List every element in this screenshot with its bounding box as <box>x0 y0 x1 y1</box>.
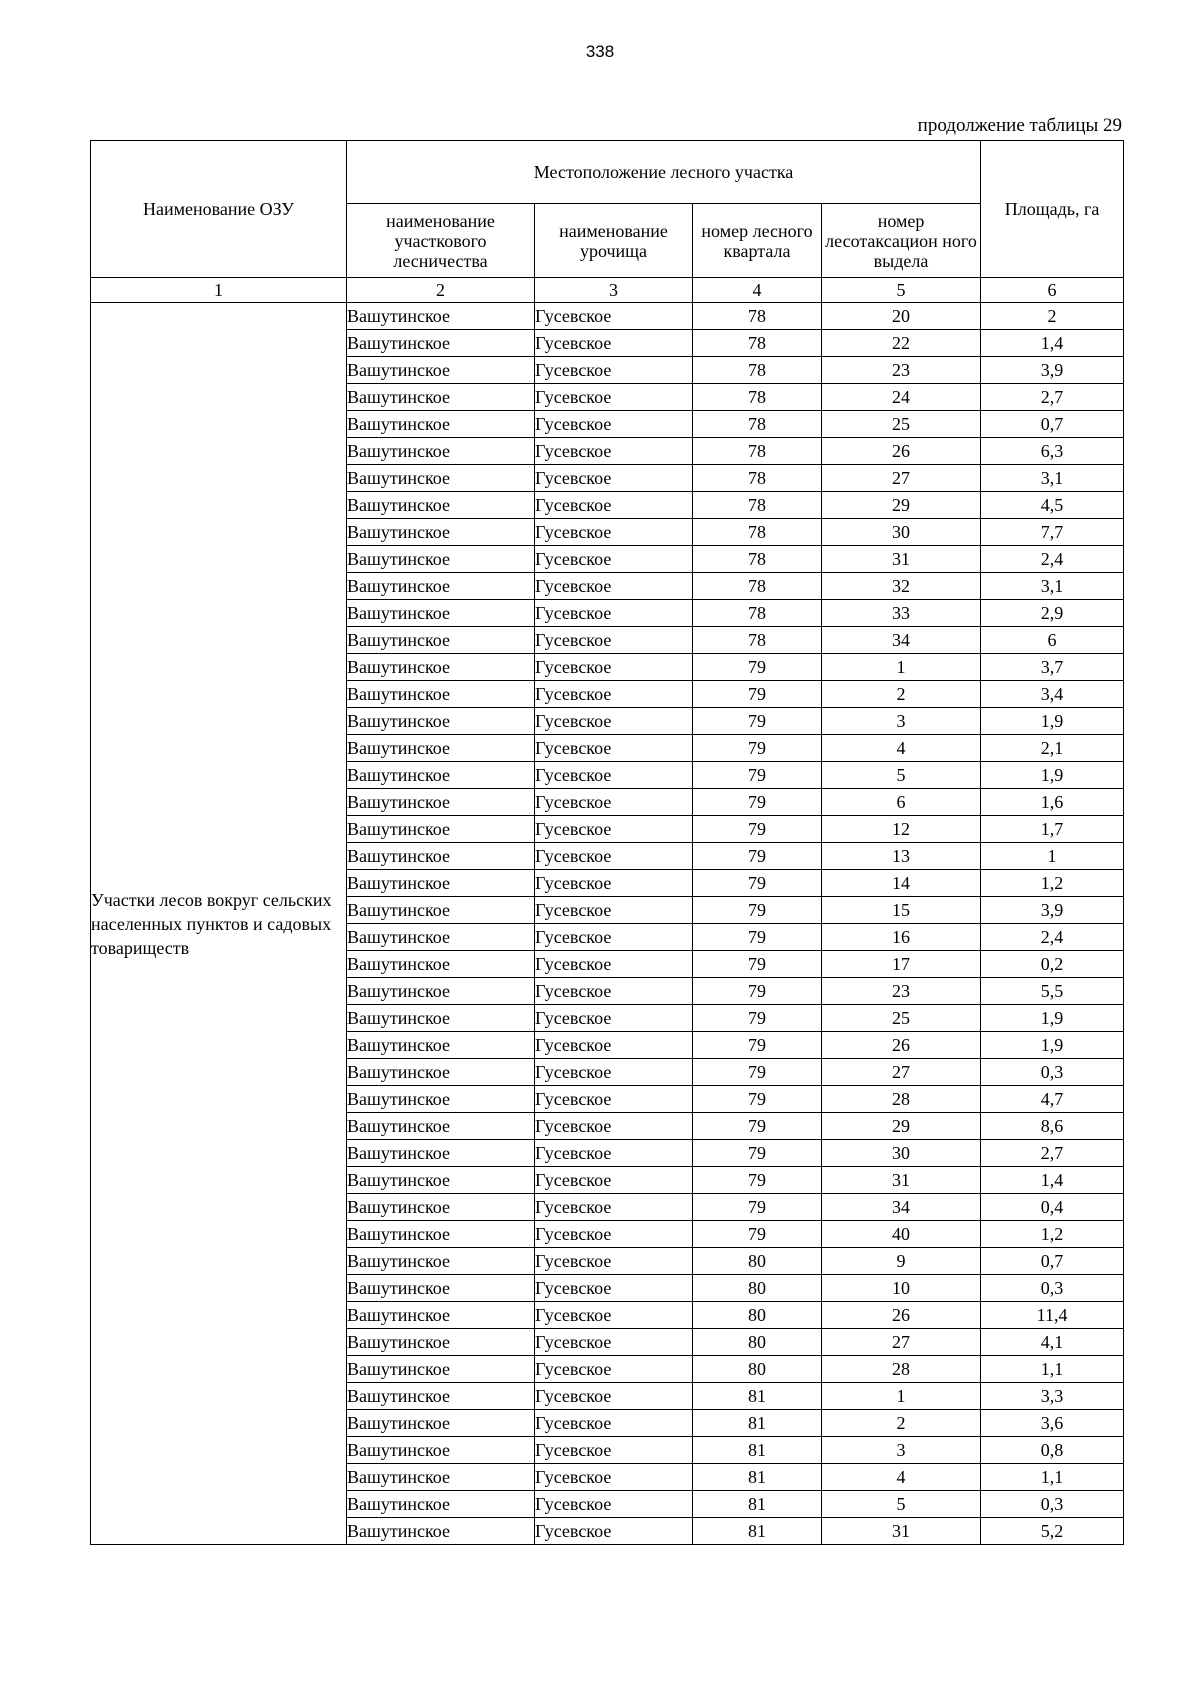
cell-tract: Гусевское <box>535 681 693 708</box>
cell-forestry: Вашутинское <box>347 1383 535 1410</box>
cell-quarter: 78 <box>693 492 822 519</box>
cell-forestry: Вашутинское <box>347 1059 535 1086</box>
cell-area: 0,8 <box>981 1437 1124 1464</box>
cell-tract: Гусевское <box>535 654 693 681</box>
cell-tract: Гусевское <box>535 951 693 978</box>
cell-forestry: Вашутинское <box>347 1140 535 1167</box>
cell-quarter: 79 <box>693 1194 822 1221</box>
cell-quarter: 79 <box>693 816 822 843</box>
cell-quarter: 79 <box>693 1140 822 1167</box>
cell-forestry: Вашутинское <box>347 1302 535 1329</box>
cell-forestry: Вашутинское <box>347 1032 535 1059</box>
cell-allotment: 26 <box>822 1302 981 1329</box>
cell-quarter: 81 <box>693 1491 822 1518</box>
cell-quarter: 79 <box>693 843 822 870</box>
column-number: 3 <box>535 278 693 303</box>
cell-allotment: 28 <box>822 1356 981 1383</box>
cell-forestry: Вашутинское <box>347 411 535 438</box>
cell-forestry: Вашутинское <box>347 1410 535 1437</box>
cell-allotment: 27 <box>822 1329 981 1356</box>
cell-area: 7,7 <box>981 519 1124 546</box>
cell-forestry: Вашутинское <box>347 762 535 789</box>
cell-allotment: 14 <box>822 870 981 897</box>
cell-area: 2,1 <box>981 735 1124 762</box>
cell-forestry: Вашутинское <box>347 1248 535 1275</box>
cell-area: 1,2 <box>981 870 1124 897</box>
cell-area: 1,9 <box>981 1032 1124 1059</box>
cell-area: 1,1 <box>981 1356 1124 1383</box>
cell-area: 0,7 <box>981 411 1124 438</box>
cell-forestry: Вашутинское <box>347 1356 535 1383</box>
cell-tract: Гусевское <box>535 1491 693 1518</box>
cell-quarter: 78 <box>693 600 822 627</box>
cell-quarter: 81 <box>693 1437 822 1464</box>
cell-tract: Гусевское <box>535 1302 693 1329</box>
cell-allotment: 5 <box>822 762 981 789</box>
cell-forestry: Вашутинское <box>347 546 535 573</box>
header-tract-name: наименование урочища <box>535 204 693 278</box>
cell-area: 0,3 <box>981 1275 1124 1302</box>
cell-quarter: 81 <box>693 1464 822 1491</box>
cell-tract: Гусевское <box>535 357 693 384</box>
cell-tract: Гусевское <box>535 978 693 1005</box>
cell-allotment: 28 <box>822 1086 981 1113</box>
cell-area: 1,1 <box>981 1464 1124 1491</box>
cell-area: 2,9 <box>981 600 1124 627</box>
cell-allotment: 27 <box>822 1059 981 1086</box>
cell-forestry: Вашутинское <box>347 1464 535 1491</box>
cell-area: 1,4 <box>981 330 1124 357</box>
cell-quarter: 79 <box>693 681 822 708</box>
cell-tract: Гусевское <box>535 492 693 519</box>
cell-area: 0,3 <box>981 1059 1124 1086</box>
cell-allotment: 30 <box>822 519 981 546</box>
cell-forestry: Вашутинское <box>347 1113 535 1140</box>
page-number: 338 <box>585 42 615 61</box>
cell-tract: Гусевское <box>535 1059 693 1086</box>
cell-area: 2,4 <box>981 546 1124 573</box>
cell-area: 5,2 <box>981 1518 1124 1545</box>
cell-quarter: 79 <box>693 951 822 978</box>
cell-tract: Гусевское <box>535 1383 693 1410</box>
cell-allotment: 40 <box>822 1221 981 1248</box>
cell-allotment: 1 <box>822 1383 981 1410</box>
cell-tract: Гусевское <box>535 1140 693 1167</box>
cell-quarter: 81 <box>693 1410 822 1437</box>
cell-area: 5,5 <box>981 978 1124 1005</box>
cell-allotment: 3 <box>822 708 981 735</box>
cell-allotment: 29 <box>822 1113 981 1140</box>
cell-forestry: Вашутинское <box>347 735 535 762</box>
cell-allotment: 15 <box>822 897 981 924</box>
cell-allotment: 31 <box>822 1518 981 1545</box>
cell-quarter: 78 <box>693 330 822 357</box>
cell-allotment: 23 <box>822 357 981 384</box>
cell-quarter: 81 <box>693 1518 822 1545</box>
cell-forestry: Вашутинское <box>347 330 535 357</box>
cell-area: 3,9 <box>981 897 1124 924</box>
cell-tract: Гусевское <box>535 546 693 573</box>
cell-quarter: 79 <box>693 1005 822 1032</box>
cell-area: 1 <box>981 843 1124 870</box>
cell-forestry: Вашутинское <box>347 1167 535 1194</box>
cell-tract: Гусевское <box>535 411 693 438</box>
cell-tract: Гусевское <box>535 1086 693 1113</box>
cell-forestry: Вашутинское <box>347 1221 535 1248</box>
table-body <box>91 303 1124 1545</box>
cell-allotment: 25 <box>822 411 981 438</box>
cell-quarter: 79 <box>693 1113 822 1140</box>
cell-tract: Гусевское <box>535 1356 693 1383</box>
cell-forestry: Вашутинское <box>347 978 535 1005</box>
cell-forestry: Вашутинское <box>347 708 535 735</box>
cell-area: 3,4 <box>981 681 1124 708</box>
cell-tract: Гусевское <box>535 1194 693 1221</box>
cell-quarter: 79 <box>693 870 822 897</box>
cell-quarter: 79 <box>693 1221 822 1248</box>
cell-quarter: 80 <box>693 1275 822 1302</box>
cell-quarter: 78 <box>693 627 822 654</box>
cell-area: 0,7 <box>981 1248 1124 1275</box>
cell-forestry: Вашутинское <box>347 924 535 951</box>
cell-allotment: 31 <box>822 546 981 573</box>
cell-area: 3,9 <box>981 357 1124 384</box>
cell-tract: Гусевское <box>535 924 693 951</box>
cell-forestry: Вашутинское <box>347 357 535 384</box>
cell-area: 1,9 <box>981 1005 1124 1032</box>
cell-forestry: Вашутинское <box>347 519 535 546</box>
header-area: Площадь, га <box>981 141 1124 278</box>
cell-allotment: 24 <box>822 384 981 411</box>
cell-allotment: 5 <box>822 1491 981 1518</box>
cell-quarter: 79 <box>693 1167 822 1194</box>
forest-plots-table <box>90 140 1124 1545</box>
cell-allotment: 26 <box>822 438 981 465</box>
cell-forestry: Вашутинское <box>347 816 535 843</box>
table-row <box>91 303 1124 330</box>
cell-area: 1,6 <box>981 789 1124 816</box>
cell-tract: Гусевское <box>535 816 693 843</box>
cell-tract: Гусевское <box>535 1113 693 1140</box>
cell-tract: Гусевское <box>535 1275 693 1302</box>
cell-quarter: 79 <box>693 1086 822 1113</box>
cell-area: 4,5 <box>981 492 1124 519</box>
cell-tract: Гусевское <box>535 573 693 600</box>
cell-allotment: 9 <box>822 1248 981 1275</box>
cell-area: 11,4 <box>981 1302 1124 1329</box>
cell-area: 3,1 <box>981 465 1124 492</box>
cell-area: 3,3 <box>981 1383 1124 1410</box>
cell-forestry: Вашутинское <box>347 951 535 978</box>
cell-tract: Гусевское <box>535 789 693 816</box>
cell-allotment: 2 <box>822 1410 981 1437</box>
header-ozu-name: Наименование ОЗУ <box>91 141 347 278</box>
cell-tract: Гусевское <box>535 438 693 465</box>
cell-forestry: Вашутинское <box>347 627 535 654</box>
cell-quarter: 78 <box>693 519 822 546</box>
cell-area: 1,7 <box>981 816 1124 843</box>
cell-area: 0,3 <box>981 1491 1124 1518</box>
column-number: 4 <box>693 278 822 303</box>
cell-tract: Гусевское <box>535 735 693 762</box>
cell-ozu-category: Участки лесов вокруг сельских населенных пунктов и садовых товариществ <box>91 303 347 1545</box>
column-number: 2 <box>347 278 535 303</box>
cell-quarter: 80 <box>693 1302 822 1329</box>
cell-forestry: Вашутинское <box>347 303 535 330</box>
cell-area: 4,7 <box>981 1086 1124 1113</box>
header-allotment-number: номер лесотаксацион ного выдела <box>822 204 981 278</box>
cell-allotment: 4 <box>822 1464 981 1491</box>
cell-quarter: 79 <box>693 924 822 951</box>
cell-forestry: Вашутинское <box>347 1005 535 1032</box>
cell-forestry: Вашутинское <box>347 1086 535 1113</box>
header-forestry-name: наименование участкового лесничества <box>347 204 535 278</box>
cell-allotment: 34 <box>822 627 981 654</box>
cell-area: 6 <box>981 627 1124 654</box>
cell-tract: Гусевское <box>535 600 693 627</box>
cell-quarter: 79 <box>693 789 822 816</box>
cell-quarter: 79 <box>693 1032 822 1059</box>
cell-tract: Гусевское <box>535 330 693 357</box>
cell-allotment: 12 <box>822 816 981 843</box>
cell-allotment: 6 <box>822 789 981 816</box>
cell-quarter: 79 <box>693 762 822 789</box>
table-caption: продолжение таблицы 29 <box>917 115 1122 136</box>
cell-allotment: 16 <box>822 924 981 951</box>
cell-tract: Гусевское <box>535 897 693 924</box>
cell-area: 1,9 <box>981 708 1124 735</box>
cell-forestry: Вашутинское <box>347 654 535 681</box>
cell-quarter: 79 <box>693 654 822 681</box>
cell-allotment: 1 <box>822 654 981 681</box>
cell-area: 0,2 <box>981 951 1124 978</box>
cell-allotment: 32 <box>822 573 981 600</box>
cell-forestry: Вашутинское <box>347 1518 535 1545</box>
cell-tract: Гусевское <box>535 1437 693 1464</box>
cell-area: 1,2 <box>981 1221 1124 1248</box>
cell-forestry: Вашутинское <box>347 573 535 600</box>
header-quarter-number: номер лесного квартала <box>693 204 822 278</box>
cell-area: 8,6 <box>981 1113 1124 1140</box>
cell-area: 3,6 <box>981 1410 1124 1437</box>
cell-tract: Гусевское <box>535 1329 693 1356</box>
cell-tract: Гусевское <box>535 1518 693 1545</box>
cell-forestry: Вашутинское <box>347 843 535 870</box>
cell-tract: Гусевское <box>535 1005 693 1032</box>
cell-allotment: 17 <box>822 951 981 978</box>
cell-allotment: 27 <box>822 465 981 492</box>
cell-quarter: 79 <box>693 708 822 735</box>
cell-area: 4,1 <box>981 1329 1124 1356</box>
cell-allotment: 13 <box>822 843 981 870</box>
cell-tract: Гусевское <box>535 384 693 411</box>
cell-forestry: Вашутинское <box>347 897 535 924</box>
column-number: 6 <box>981 278 1124 303</box>
cell-tract: Гусевское <box>535 870 693 897</box>
cell-allotment: 3 <box>822 1437 981 1464</box>
column-number: 5 <box>822 278 981 303</box>
cell-tract: Гусевское <box>535 1032 693 1059</box>
cell-tract: Гусевское <box>535 1248 693 1275</box>
cell-forestry: Вашутинское <box>347 789 535 816</box>
cell-area: 6,3 <box>981 438 1124 465</box>
cell-forestry: Вашутинское <box>347 1437 535 1464</box>
cell-tract: Гусевское <box>535 1167 693 1194</box>
cell-area: 3,1 <box>981 573 1124 600</box>
cell-area: 2,7 <box>981 384 1124 411</box>
cell-forestry: Вашутинское <box>347 384 535 411</box>
cell-allotment: 4 <box>822 735 981 762</box>
cell-quarter: 80 <box>693 1329 822 1356</box>
cell-quarter: 78 <box>693 573 822 600</box>
cell-quarter: 79 <box>693 735 822 762</box>
cell-allotment: 23 <box>822 978 981 1005</box>
cell-quarter: 80 <box>693 1248 822 1275</box>
cell-quarter: 78 <box>693 303 822 330</box>
header-location-group: Местоположение лесного участка <box>347 141 981 204</box>
cell-allotment: 22 <box>822 330 981 357</box>
cell-allotment: 25 <box>822 1005 981 1032</box>
cell-quarter: 78 <box>693 411 822 438</box>
cell-forestry: Вашутинское <box>347 1275 535 1302</box>
cell-allotment: 10 <box>822 1275 981 1302</box>
cell-area: 1,4 <box>981 1167 1124 1194</box>
cell-allotment: 31 <box>822 1167 981 1194</box>
cell-forestry: Вашутинское <box>347 1194 535 1221</box>
cell-tract: Гусевское <box>535 627 693 654</box>
cell-allotment: 34 <box>822 1194 981 1221</box>
cell-area: 2,7 <box>981 1140 1124 1167</box>
cell-allotment: 29 <box>822 492 981 519</box>
cell-allotment: 20 <box>822 303 981 330</box>
column-number: 1 <box>91 278 347 303</box>
cell-tract: Гусевское <box>535 465 693 492</box>
cell-area: 2 <box>981 303 1124 330</box>
cell-quarter: 78 <box>693 357 822 384</box>
cell-quarter: 79 <box>693 1059 822 1086</box>
cell-quarter: 79 <box>693 897 822 924</box>
cell-quarter: 80 <box>693 1356 822 1383</box>
cell-forestry: Вашутинское <box>347 1491 535 1518</box>
cell-area: 2,4 <box>981 924 1124 951</box>
cell-tract: Гусевское <box>535 303 693 330</box>
cell-area: 3,7 <box>981 654 1124 681</box>
cell-quarter: 78 <box>693 384 822 411</box>
cell-forestry: Вашутинское <box>347 492 535 519</box>
cell-forestry: Вашутинское <box>347 870 535 897</box>
cell-allotment: 26 <box>822 1032 981 1059</box>
cell-tract: Гусевское <box>535 762 693 789</box>
cell-tract: Гусевское <box>535 519 693 546</box>
cell-quarter: 78 <box>693 465 822 492</box>
cell-tract: Гусевское <box>535 1410 693 1437</box>
cell-quarter: 81 <box>693 1383 822 1410</box>
cell-tract: Гусевское <box>535 1221 693 1248</box>
cell-allotment: 33 <box>822 600 981 627</box>
cell-forestry: Вашутинское <box>347 465 535 492</box>
cell-tract: Гусевское <box>535 1464 693 1491</box>
cell-forestry: Вашутинское <box>347 600 535 627</box>
cell-forestry: Вашутинское <box>347 681 535 708</box>
cell-tract: Гусевское <box>535 843 693 870</box>
cell-tract: Гусевское <box>535 708 693 735</box>
cell-quarter: 79 <box>693 978 822 1005</box>
cell-area: 0,4 <box>981 1194 1124 1221</box>
cell-forestry: Вашутинское <box>347 438 535 465</box>
cell-allotment: 2 <box>822 681 981 708</box>
cell-area: 1,9 <box>981 762 1124 789</box>
cell-quarter: 78 <box>693 546 822 573</box>
cell-allotment: 30 <box>822 1140 981 1167</box>
cell-quarter: 78 <box>693 438 822 465</box>
cell-forestry: Вашутинское <box>347 1329 535 1356</box>
